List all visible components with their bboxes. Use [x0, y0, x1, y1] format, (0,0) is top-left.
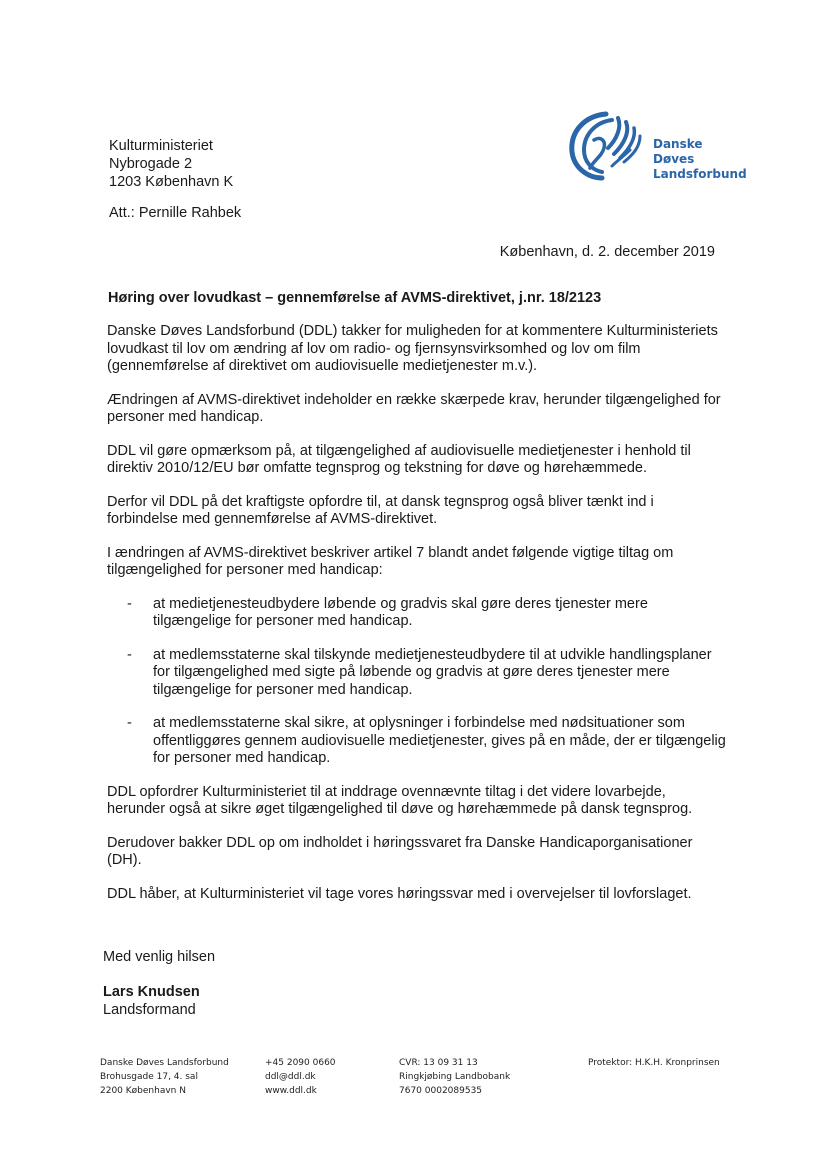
signer-title: Landsformand: [103, 1002, 196, 1018]
measures-list: [107, 596, 727, 768]
signer-name: Lars Knudsen: [103, 984, 200, 1000]
list-item-text: at medlemsstaterne skal sikre, at oplysninger i forbindelse med nødsituationer som offentliggøres gennem audiovisuelle medietjenester, gives på en måde, der er tilgængelig for personer med handicap.: [153, 715, 726, 766]
footer-line: CVR: 13 09 31 13: [399, 1058, 478, 1068]
ddl-logo: [566, 110, 746, 182]
body-paragraph: DDL opfordrer Kulturministeriet til at inddrage ovennævnte tiltag i det videre lovarbejde, herunder også at sikre øget tilgængelighed til døve og hørehæmmede på dansk tegnsprog.: [107, 783, 693, 817]
ddl-hands-logo-icon: [566, 110, 646, 182]
body-paragraph: I ændringen af AVMS-direktivet beskriver artikel 7 blandt andet følgende vigtige tiltag om tilgængelighed for personer med handicap:: [107, 544, 674, 578]
list-item-text: at medlemsstaterne skal tilskynde medietjenesteudbydere til at udvikle handlingsplaner for tilgængelighed med sigte på løbende og gradvis at gøre deres tjenester mere tilgængelige for personer med handicap.: [153, 646, 712, 698]
list-item: [107, 647, 727, 700]
list-item: [107, 715, 727, 768]
letter-subject: Høring over lovudkast – gennemførelse af AVMS-direktivet, j.nr. 18/2123: [108, 290, 602, 306]
body-paragraph: DDL vil gøre opmærksom på, at tilgængelighed af audiovisuelle medietjenester i henhold til direktiv 2010/12/EU bør omfatte tegnsprog og tekstning for døve og hørehæmmede.: [107, 442, 691, 476]
body-paragraph: Danske Døves Landsforbund (DDL) takker for muligheden for at kommentere Kulturministeriets lovudkast til lov om ændring af lov om radio- og fjernsynsvirksomhed og lov om film (gennemførelse af direktivet om audiovisuelle medietjenester m.v.).: [107, 323, 718, 374]
bullet-dash: -: [127, 595, 132, 612]
footer-contact: [265, 1056, 336, 1098]
bullet-dash: -: [127, 646, 132, 663]
signature-block: [103, 983, 200, 1019]
list-item: [107, 596, 727, 631]
attention-line: Att.: Pernille Rahbek: [109, 205, 242, 221]
footer-website: www.ddl.dk: [265, 1086, 317, 1096]
footer-line: 7670 0002089535: [399, 1086, 483, 1096]
letter-date: København, d. 2. december 2019: [499, 244, 715, 260]
recipient-line: 1203 København K: [109, 174, 234, 190]
bullet-dash: -: [127, 715, 132, 731]
logo-text-line: Danske: [653, 137, 703, 151]
footer-line: 2200 København N: [100, 1086, 186, 1096]
body-paragraph: Derudover bakker DDL op om indholdet i høringssvaret fra Danske Handicaporganisationer (DH).: [107, 834, 693, 868]
logo-text-line: Døves: [653, 152, 695, 166]
logo-wordmark: [653, 137, 747, 182]
list-item-text: at medietjenesteudbydere løbende og gradvis skal gøre deres tjenester mere tilgængelige for personer med handicap.: [153, 595, 648, 629]
footer-line: Danske Døves Landsforbund: [100, 1058, 229, 1068]
footer-bank: [399, 1056, 510, 1098]
footer-line: Brohusgade 17, 4. sal: [100, 1072, 198, 1082]
recipient-line: Nybrogade 2: [109, 156, 193, 172]
recipient-line: Kulturministeriet: [109, 138, 213, 154]
body-paragraph: DDL håber, at Kulturministeriet vil tage vores høringssvar med i overvejelser til lovforslaget.: [107, 885, 692, 902]
body-paragraph: Ændringen af AVMS-direktivet indeholder en række skærpede krav, herunder tilgængelighed for personer med handicap.: [107, 391, 721, 425]
footer-address: [100, 1056, 229, 1098]
footer-line: Ringkjøbing Landbobank: [399, 1072, 511, 1082]
footer-line: Protektor: H.K.H. Kronprinsen: [588, 1058, 720, 1068]
letter-body: [107, 323, 727, 919]
footer-email: ddl@ddl.dk: [265, 1072, 316, 1082]
body-paragraph: Derfor vil DDL på det kraftigste opfordre til, at dansk tegnsprog også bliver tænkt ind i forbindelse med gennemførelse af AVMS-direktivet.: [107, 493, 654, 527]
footer-patron: [588, 1056, 720, 1070]
closing-salutation: Med venlig hilsen: [103, 949, 216, 965]
footer-phone: +45 2090 0660: [265, 1058, 336, 1068]
recipient-address: [109, 137, 233, 191]
logo-text-line: Landsforbund: [653, 167, 747, 181]
